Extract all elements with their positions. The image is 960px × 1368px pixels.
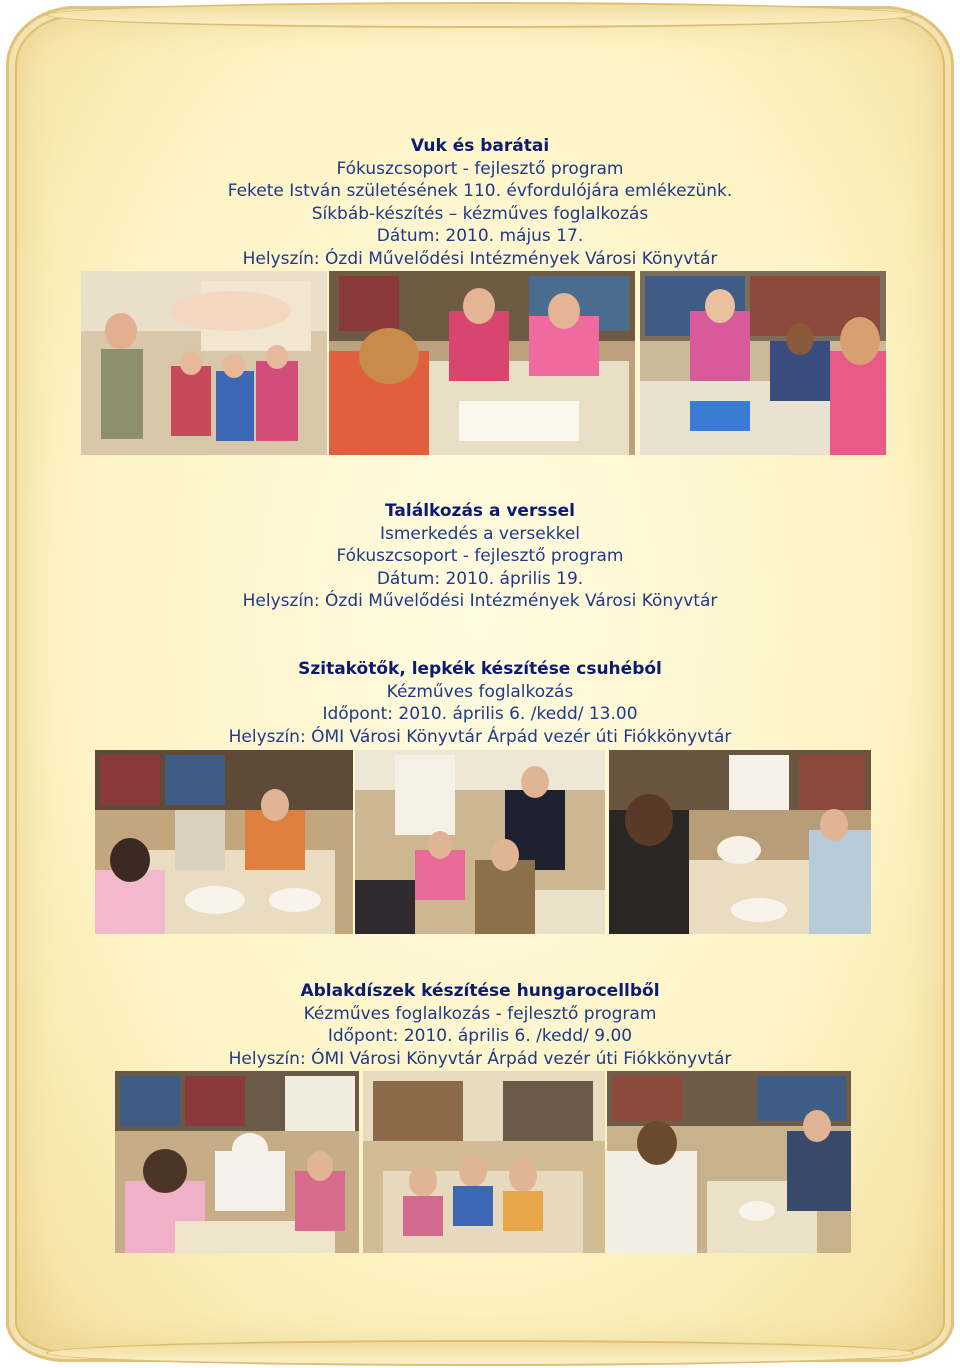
- photo-csuhe-3: [609, 750, 871, 934]
- section-line: Kézműves foglalkozás - fejlesztő program: [303, 1003, 657, 1024]
- section-line: Időpont: 2010. április 6. /kedd/ 9.00: [327, 1026, 633, 1046]
- section-line: Dátum: 2010. május 17.: [376, 226, 584, 246]
- section-line: Kézműves foglalkozás: [386, 681, 574, 702]
- section-title: Ablakdíszek készítése hungarocellből: [300, 981, 660, 1001]
- photo-csuhe-2: [355, 750, 605, 934]
- section-line: Fókuszcsoport - fejlesztő program: [336, 546, 624, 566]
- section-title: Vuk és barátai: [410, 136, 550, 156]
- section-line: Dátum: 2010. április 19.: [376, 568, 584, 589]
- section-line: Síkbáb-készítés – kézműves foglalkozás: [311, 203, 649, 224]
- section-title: Szitakötők, lepkék készítése csuhéból: [298, 659, 662, 679]
- section-line: Fekete István születésének 110. évfordulójára emlékezünk.: [227, 181, 733, 201]
- section-line: Helyszín: ÓMI Városi Könyvtár Árpád vezér úti Fiókkönyvtár: [228, 1048, 732, 1069]
- photo-vuk-drawing: [329, 271, 635, 455]
- photo-vuk-table: [640, 271, 886, 455]
- section-ablakdiszek: [0, 980, 960, 1070]
- photo-vuk-group: [81, 271, 327, 455]
- photo-ablak-2: [363, 1071, 605, 1253]
- section-vers: [0, 500, 960, 613]
- section-line: Helyszín: Ózdi Művelődési Intézmények Városi Könyvtár: [242, 248, 718, 269]
- section-line: Ismerkedés a versekkel: [380, 523, 580, 544]
- photo-csuhe-1: [95, 750, 353, 934]
- section-line: Helyszín: ÓMI Városi Könyvtár Árpád vezér úti Fiókkönyvtár: [228, 726, 732, 747]
- photo-ablak-1: [115, 1071, 359, 1253]
- section-vuk: [0, 135, 960, 270]
- section-line: Időpont: 2010. április 6. /kedd/ 13.00: [322, 704, 638, 724]
- section-line: Fókuszcsoport - fejlesztő program: [336, 158, 624, 179]
- section-szitakotok: [0, 658, 960, 748]
- section-line: Helyszín: Ózdi Művelődési Intézmények Városi Könyvtár: [242, 591, 718, 611]
- section-title: Találkozás a verssel: [385, 501, 575, 521]
- photo-ablak-3: [607, 1071, 851, 1253]
